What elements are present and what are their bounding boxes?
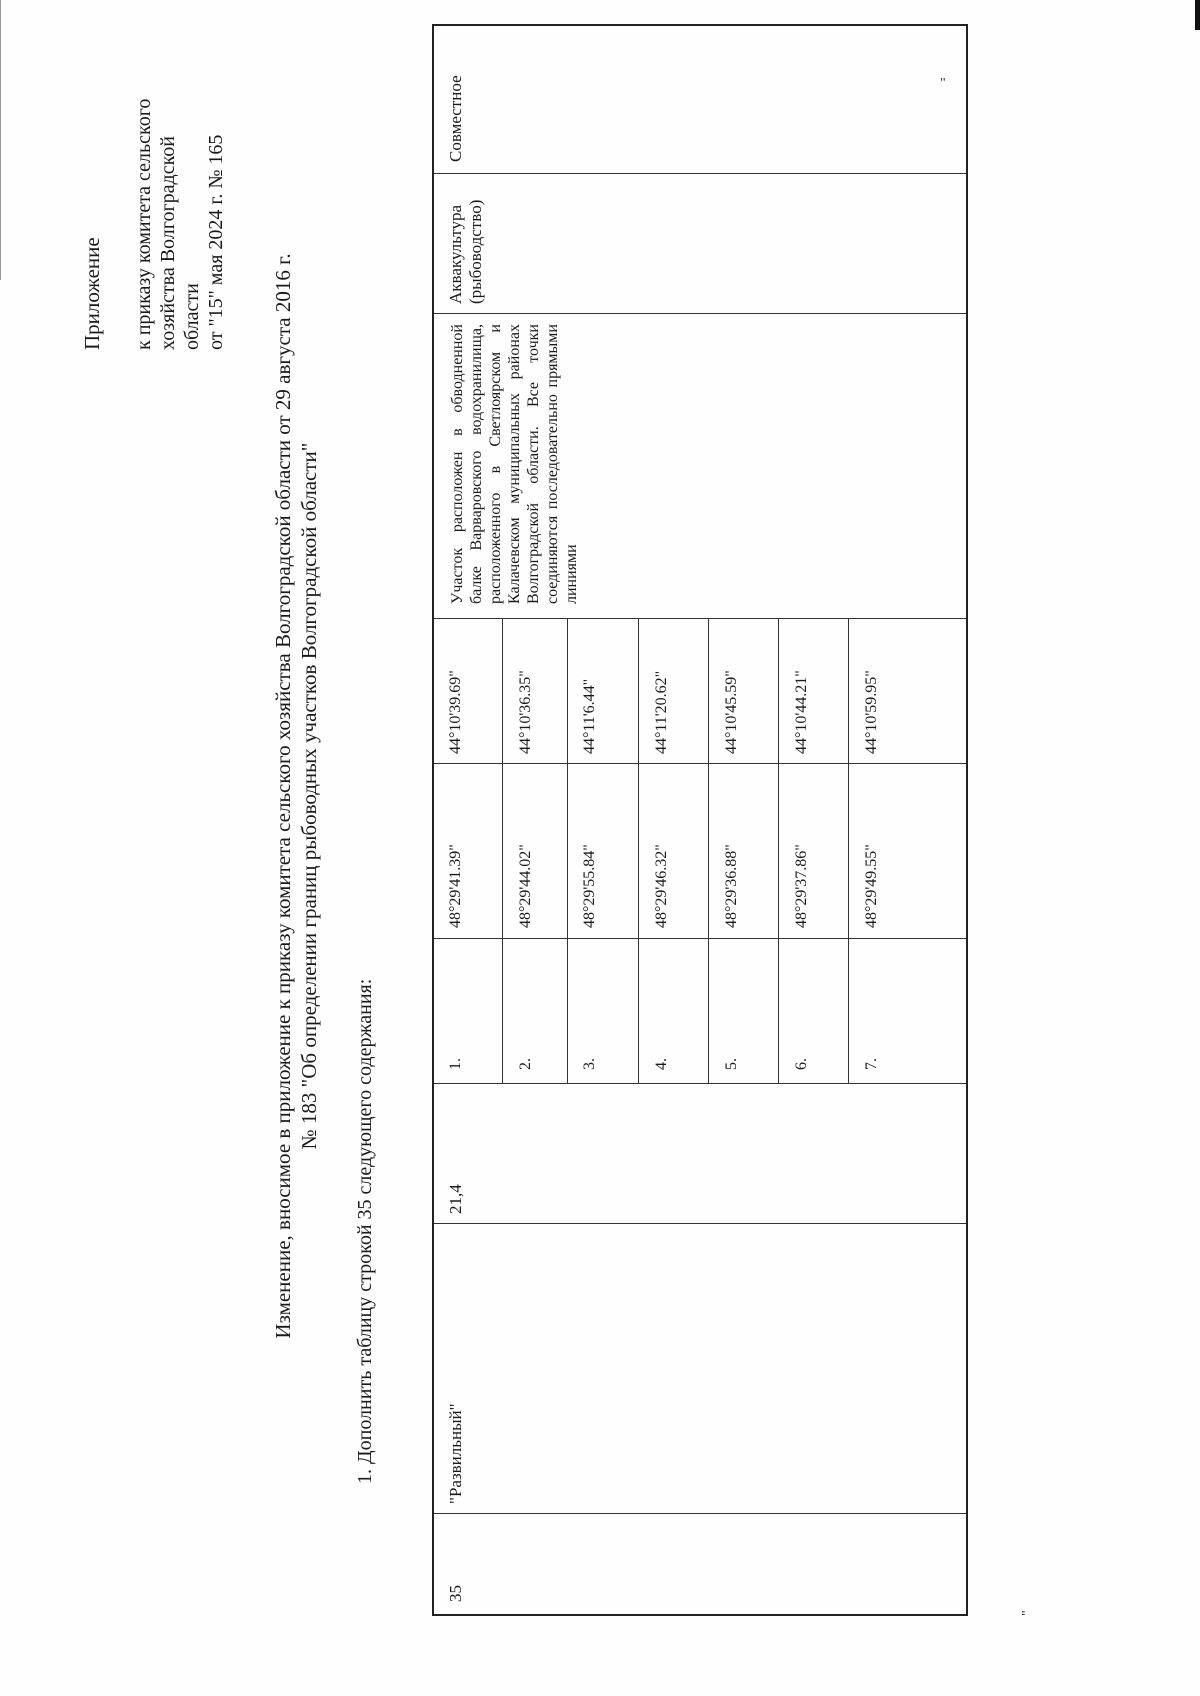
scan-mark-quote: " — [940, 76, 946, 91]
scan-mark-quote: " — [1020, 1610, 1035, 1616]
point-number: 4. — [653, 1058, 670, 1070]
use-kind-cell: Совместное — [446, 75, 465, 162]
site-name-cell: "Развильный" — [446, 1403, 465, 1504]
appendix-reference — [132, 30, 228, 350]
point-longitude: 44°10'36.35" — [517, 670, 534, 754]
appendix-ref-line: к приказу комитета сельского — [133, 98, 155, 350]
table-column-divider — [434, 1513, 966, 1514]
point-latitude: 48°29'37.86" — [793, 844, 810, 928]
point-latitude: 48°29'41.39" — [447, 844, 464, 928]
point-latitude: 48°29'55.84" — [581, 844, 598, 928]
point-longitude: 44°11'6.44" — [581, 678, 598, 754]
use-type-cell: Аквакультура (рыбоводство) — [446, 199, 485, 304]
site-area-cell: 21,4 — [446, 1184, 465, 1214]
heading-line-1: Изменение, вносимое в приложение к приказу комитета сельского хозяйства Волгоградской области от 29 августа 2016 г. — [271, 253, 295, 1339]
boundary-table — [432, 24, 968, 1616]
point-longitude: 44°10'44.21" — [793, 670, 810, 754]
table-column-divider — [434, 938, 966, 939]
table-column-divider — [434, 173, 966, 174]
point-row-divider — [848, 619, 849, 1084]
point-latitude: 48°29'36.88" — [723, 844, 740, 928]
point-number: 7. — [863, 1058, 880, 1070]
point-row-divider — [638, 619, 639, 1084]
point-number: 1. — [447, 1058, 464, 1070]
heading-line-2: № 183 "Об определении границ рыбоводных участков Волгоградской области" — [297, 442, 321, 1150]
point-row-divider — [502, 619, 503, 1084]
point-row-divider — [567, 619, 568, 1084]
point-longitude: 44°10'45.59" — [723, 670, 740, 754]
point-latitude: 48°29'44.02" — [517, 844, 534, 928]
instruction-text: 1. Дополнить таблицу строкой 35 следующего содержания: — [354, 978, 376, 1484]
site-description-cell: Участок расположен в обводненной балке Варваровского водохранилища, расположенного в Светлоярском и Калачевском муниципальных районах Волгоградской области. Все точки соединяются последовательно прямыми линиями — [449, 324, 580, 604]
appendix-ref-line: от "15" мая 2024 г. № 165 — [205, 134, 227, 350]
table-column-divider — [434, 313, 966, 314]
document-heading — [270, 96, 322, 1496]
table-column-divider — [434, 763, 966, 764]
point-number: 5. — [723, 1058, 740, 1070]
point-row-divider — [708, 619, 709, 1084]
row-number-cell: 35 — [446, 1585, 465, 1602]
point-number: 6. — [793, 1058, 810, 1070]
point-number: 2. — [517, 1058, 534, 1070]
table-column-divider — [434, 618, 966, 619]
point-longitude: 44°10'39.69" — [447, 670, 464, 754]
table-column-divider — [434, 1083, 966, 1084]
point-row-divider — [778, 619, 779, 1084]
table-column-divider — [434, 1223, 966, 1224]
point-latitude: 48°29'49.55" — [863, 844, 880, 928]
appendix-title: Приложение — [80, 237, 104, 350]
appendix-ref-line: хозяйства Волгоградской — [157, 135, 179, 350]
point-number: 3. — [581, 1058, 598, 1070]
point-longitude: 44°11'20.62" — [653, 670, 670, 754]
point-latitude: 48°29'46.32" — [653, 844, 670, 928]
appendix-ref-line: области — [181, 283, 203, 350]
point-longitude: 44°10'59.95" — [863, 670, 880, 754]
